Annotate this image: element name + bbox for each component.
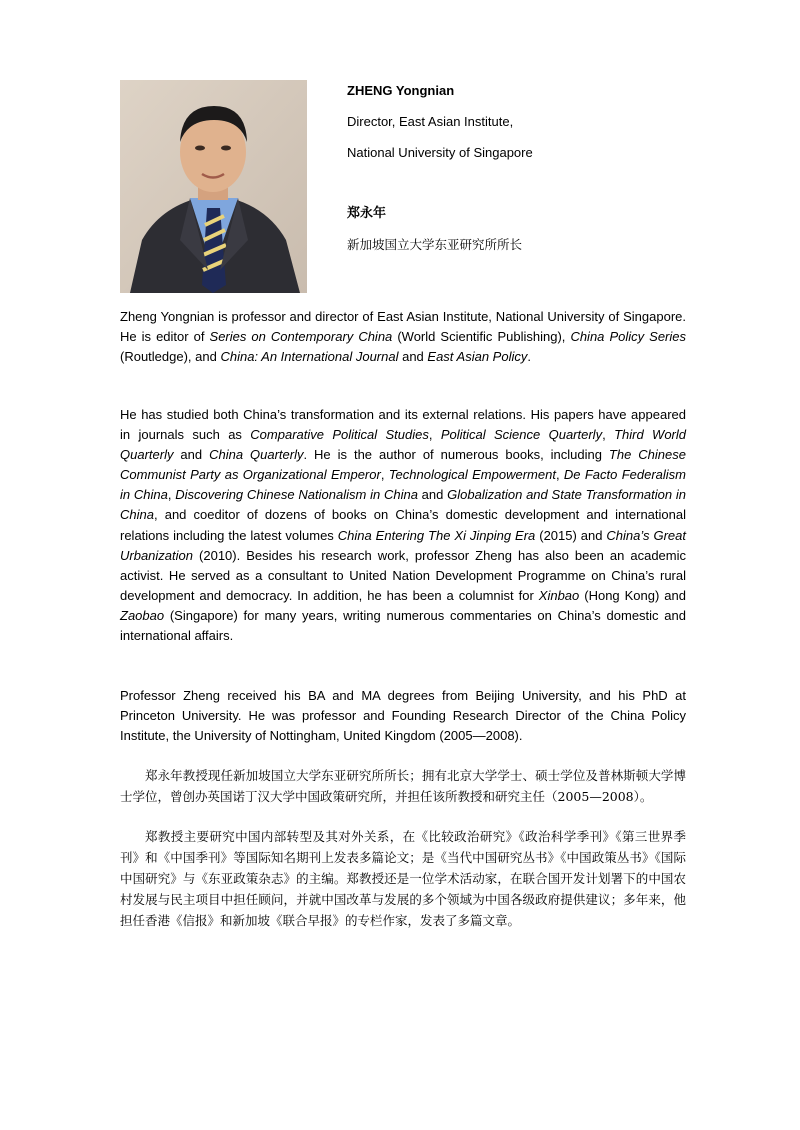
italic-title-text: China Policy Series [570, 329, 687, 345]
bio-paragraph-2 [120, 405, 686, 646]
portrait-illustration [120, 80, 307, 293]
paragraph-text: He has studied both China’s transformation and its external relations. His papers have appeared in journals such as [120, 407, 686, 443]
paragraph-text: , [555, 467, 564, 483]
italic-title-text: China’s Great Urbanization [120, 527, 687, 563]
italic-title-text: China Entering The Xi Jinping Era [337, 527, 536, 543]
paragraph-text: (Hong Kong) and [579, 587, 686, 603]
paragraph-text: Zheng Yongnian is professor and director of East Asian Institute, National University of Singapore. He is editor of [120, 309, 686, 345]
paragraph-text: (World Scientific Publishing), [392, 329, 571, 345]
italic-title-text: East Asian Policy [427, 349, 528, 365]
italic-title-text: Comparative Political Studies [250, 427, 429, 443]
paragraph-text: (Routledge), and [120, 349, 221, 365]
paragraph-text: (2015) and [535, 527, 607, 543]
italic-title-text: China Quarterly [209, 447, 304, 463]
bio-chinese-paragraph-2: 郑教授主要研究中国内部转型及其对外关系，在《比较政治研究》《政治科学季刊》《第三世界季刊》和《中国季刊》等国际知名期刊上发表多篇论文；是《当代中国研究丛书》《中国政策丛书》《国际中国研究》与《东亚政策杂志》的主编。郑教授还是一位学术活动家，在联合国开发计划署下的中国农村发展与民主项目中担任顾问，并就中国改革与发展的多个领域为中国各级政府提供建议；多年来，他担任香港《信报》和新加坡《联合早报》的专栏作家，发表了多篇文章。 [120, 829, 686, 928]
paragraph-text: and [417, 487, 448, 503]
name-english: ZHENG Yongnian [347, 83, 455, 98]
bio-paragraph-1 [120, 307, 686, 367]
paragraph-text: (2010). Besides his research work, professor Zheng has also been an academic activist. He served as a consultant to United Nation Development Programme on China’s rural development and democracy. In addition, he has been a columnist for [120, 547, 686, 603]
italic-title-text: Political Science Quarterly [440, 427, 603, 443]
italic-title-text: Third World Quarterly [120, 427, 686, 463]
paragraph-text: and [398, 349, 428, 365]
title-english-line-1: Director, East Asian Institute, [347, 114, 514, 129]
paragraph-text: . He is the author of numerous books, including [303, 447, 609, 463]
paragraph-text: . [527, 349, 531, 365]
italic-title-text: Discovering Chinese Nationalism in China [175, 487, 418, 503]
bio-chinese-paragraph-1: 郑永年教授现任新加坡国立大学东亚研究所所长；拥有北京大学学士、硕士学位及普林斯顿大学博士学位，曾创办英国诺丁汉大学中国政策研究所，并担任该所教授和研究主任（2005—2008）。 [120, 768, 686, 804]
paragraph-text: , [602, 427, 615, 443]
title-english-line-2: National University of Singapore [347, 145, 533, 160]
italic-title-text: Series on Contemporary China [209, 329, 393, 345]
paragraph-text: , [167, 487, 176, 503]
paragraph-text: (Singapore) for many years, writing numerous commentaries on China’s domestic and international affairs. [120, 607, 686, 644]
title-chinese: 新加坡国立大学东亚研究所所长 [347, 237, 523, 252]
italic-title-text: Zaobao [120, 607, 165, 623]
italic-title-text: De Facto Federalism in China [120, 467, 686, 503]
bio-paragraph-3 [120, 686, 686, 746]
italic-title-text: Technological Empowerment [388, 467, 556, 483]
name-chinese: 郑永年 [347, 206, 387, 221]
paragraph-text: and [173, 447, 210, 463]
paragraph-text: Professor Zheng received his BA and MA degrees from Beijing University, and his PhD at Princeton University. He was professor and Founding Research Director of the China Policy Institute, the University of Nottingham, United Kingdom (2005—2008). [120, 688, 686, 744]
italic-title-text: Xinbao [538, 587, 580, 603]
italic-title-text: Globalization and State Transformation in China [120, 487, 686, 523]
italic-title-text: China: An International Journal [220, 349, 399, 365]
paragraph-text: , and coeditor of dozens of books on China’s domestic development and international relations including the latest volumes [120, 507, 686, 543]
portrait-photo [120, 80, 307, 293]
paragraph-text: , [380, 467, 389, 483]
paragraph-text: , [428, 427, 441, 443]
italic-title-text: The Chinese Communist Party as Organizational Emperor [120, 447, 686, 483]
